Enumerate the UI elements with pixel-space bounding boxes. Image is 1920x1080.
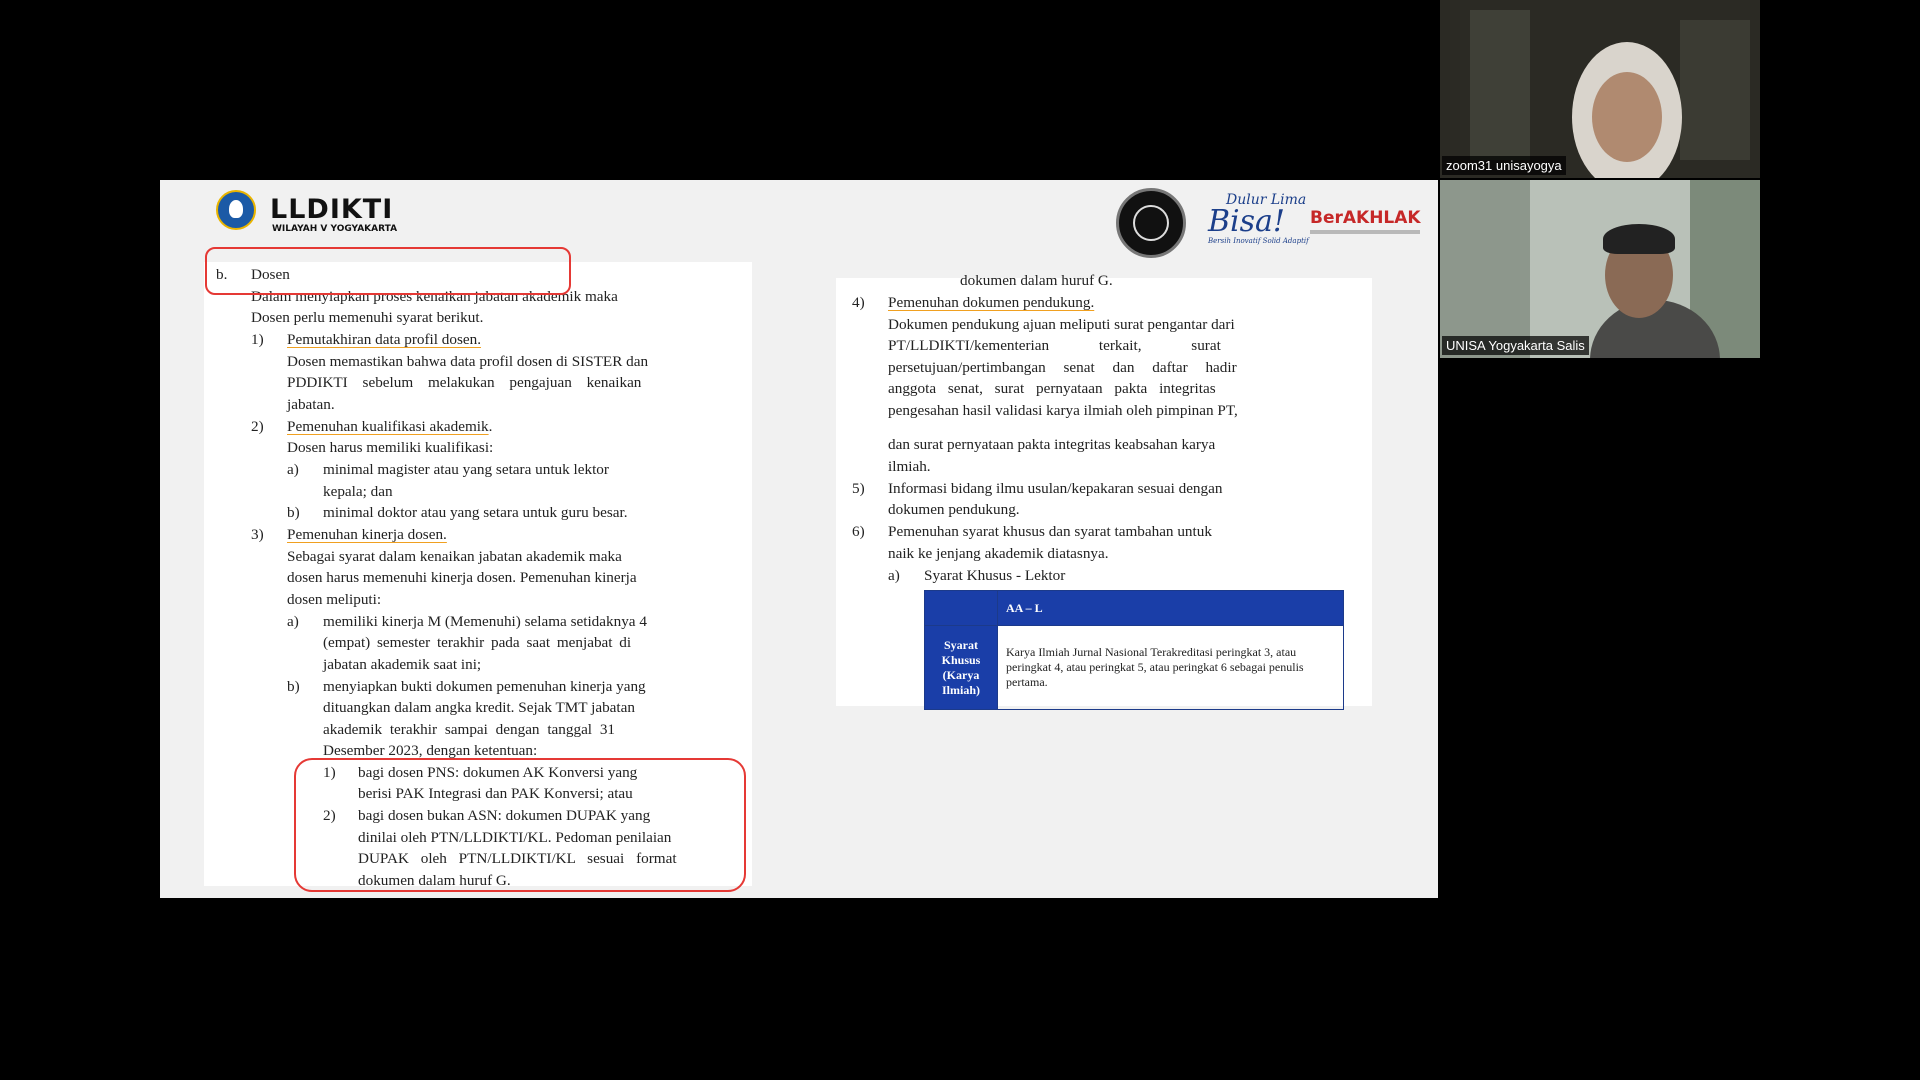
berakhlak-tagline-bar (1310, 230, 1420, 234)
item-number: 3) (251, 526, 264, 543)
participant-name: zoom31 unisayogya (1442, 156, 1566, 175)
dulur-top: Dulur Lima (1226, 192, 1307, 208)
sub-number: 2) (323, 807, 336, 824)
doc-line: Dosen memastikan bahwa data profil dosen di SISTER dan (287, 353, 649, 370)
section-marker: b. (216, 266, 228, 283)
participant-face (1592, 72, 1662, 162)
table-header-cell: AA – L (998, 591, 1344, 626)
doc-line: PDDIKTI sebelum melakukan pengajuan kenaikan (287, 374, 642, 391)
dulur-main: Bisa! (1208, 204, 1285, 239)
item-number: 2) (251, 418, 264, 435)
sub-number: b) (287, 678, 300, 695)
participant-video-tile[interactable] (1440, 180, 1760, 358)
participant-hair (1603, 224, 1675, 254)
doc-line: dokumen pendukung. (888, 501, 1020, 518)
section-title: Dosen (251, 266, 290, 283)
doc-line: minimal magister atau yang setara untuk lektor (323, 461, 609, 478)
doc-line: pengesahan hasil validasi karya ilmiah oleh pimpinan PT, (888, 402, 1238, 419)
doc-line: menyiapkan bukti dokumen pemenuhan kinerja yang (323, 678, 646, 695)
sub-number: b) (287, 504, 300, 521)
item-number: 6) (852, 523, 865, 540)
doc-line: Desember 2023, dengan ketentuan: (323, 742, 538, 759)
doc-line: Dalam menyiapkan proses kenaikan jabatan akademik maka (251, 288, 618, 305)
doc-line: jabatan. (287, 396, 335, 413)
doc-line: dosen harus memenuhi kinerja dosen. Pemenuhan kinerja (287, 569, 637, 586)
video-background (1680, 20, 1750, 160)
kemdikbud-emblem-icon (216, 190, 256, 230)
table-row (925, 626, 1344, 710)
sub-number: 1) (323, 764, 336, 781)
shared-slide (160, 180, 1438, 898)
sub-number: a) (888, 567, 900, 584)
doc-line: dokumen dalam huruf G. (358, 872, 511, 889)
doc-line: memiliki kinerja M (Memenuhi) selama setidaknya 4 (323, 613, 647, 630)
doc-line: (empat) semester terakhir pada saat menjabat di (323, 634, 632, 651)
participant-name: UNISA Yogyakarta Salis (1442, 336, 1589, 355)
video-background (1470, 10, 1530, 160)
doc-line: DUPAK oleh PTN/LLDIKTI/KL sesuai format (358, 850, 677, 867)
doc-line: Dokumen pendukung ajuan meliputi surat pengantar dari (888, 316, 1235, 333)
doc-line: bagi dosen bukan ASN: dokumen DUPAK yang (358, 807, 651, 824)
item-title-end: . (488, 418, 493, 435)
doc-line: dinilai oleh PTN/LLDIKTI/KL. Pedoman penilaian (358, 829, 672, 846)
table-corner-cell (925, 591, 998, 626)
doc-line: minimal doktor atau yang setara untuk guru besar. (323, 504, 628, 521)
doc-line: dosen meliputi: (287, 591, 382, 608)
doc-line: kepala; dan (323, 483, 393, 500)
item-number: 5) (852, 480, 865, 497)
item-title: Pemutakhiran data profil dosen. (287, 331, 482, 348)
doc-line: Pemenuhan syarat khusus dan syarat tambahan untuk (888, 523, 1212, 540)
doc-line: dituangkan dalam angka kredit. Sejak TMT jabatan (323, 699, 635, 716)
doc-line: akademik terakhir sampai dengan tanggal 31 (323, 721, 616, 738)
doc-line: ilmiah. (888, 458, 931, 475)
logo-title: LLDIKTI (270, 194, 394, 225)
item-title: Pemenuhan kinerja dosen. (287, 526, 447, 543)
doc-line: Dosen harus memiliki kualifikasi: (287, 439, 494, 456)
highlight-box-ketentuan (294, 758, 746, 892)
zona-integritas-badge-icon (1116, 188, 1186, 258)
table-row-header: Syarat Khusus (Karya Ilmiah) (925, 626, 998, 710)
doc-line: Sebagai syarat dalam kenaikan jabatan akademik maka (287, 548, 622, 565)
item-number: 4) (852, 294, 865, 311)
dulur-lima-bisa-logo (1208, 192, 1309, 245)
item-title-wrap (287, 418, 492, 436)
sub-title: Syarat Khusus - Lektor (924, 567, 1066, 584)
doc-line: Informasi bidang ilmu usulan/kepakaran sesuai dengan (888, 480, 1223, 497)
doc-line: persetujuan/pertimbangan senat dan daftar hadir (888, 359, 1237, 376)
lldikti-logo (188, 186, 398, 234)
highlight-box-dosen (205, 247, 571, 295)
doc-line: jabatan akademik saat ini; (323, 656, 482, 673)
sub-number: a) (287, 613, 299, 630)
dulur-tag: Bersih Inovatif Solid Adaptif (1208, 237, 1309, 245)
doc-line: naik ke jenjang akademik diatasnya. (888, 545, 1109, 562)
table-cell: Karya Ilmiah Jurnal Nasional Terakreditasi peringkat 3, atau peringkat 4, atau peringkat 5, atau peringkat 6 sebagai penulis pertama. (998, 626, 1344, 710)
doc-line: Dosen perlu memenuhi syarat berikut. (251, 309, 484, 326)
doc-line: anggota senat, surat pernyataan pakta integritas (888, 380, 1216, 397)
doc-line: PT/LLDIKTI/kementerian terkait, surat (888, 337, 1221, 354)
berakhlak-logo: BerAKHLAK (1310, 208, 1421, 228)
doc-line: dan surat pernyataan pakta integritas keabsahan karya (888, 436, 1216, 453)
syarat-khusus-table (924, 590, 1344, 710)
logo-subtitle: WILAYAH V YOGYAKARTA (272, 224, 398, 234)
table-row (925, 591, 1344, 626)
doc-line: bagi dosen PNS: dokumen AK Konversi yang (358, 764, 638, 781)
doc-line: berisi PAK Integrasi dan PAK Konversi; atau (358, 785, 633, 802)
item-title: Pemenuhan kualifikasi akademik (287, 418, 489, 435)
sub-number: a) (287, 461, 299, 478)
doc-line-cut: dokumen dalam huruf G. (960, 272, 1113, 289)
participant-video-tile[interactable] (1440, 0, 1760, 178)
video-background (1440, 180, 1530, 358)
item-number: 1) (251, 331, 264, 348)
item-title: Pemenuhan dokumen pendukung. (888, 294, 1095, 311)
